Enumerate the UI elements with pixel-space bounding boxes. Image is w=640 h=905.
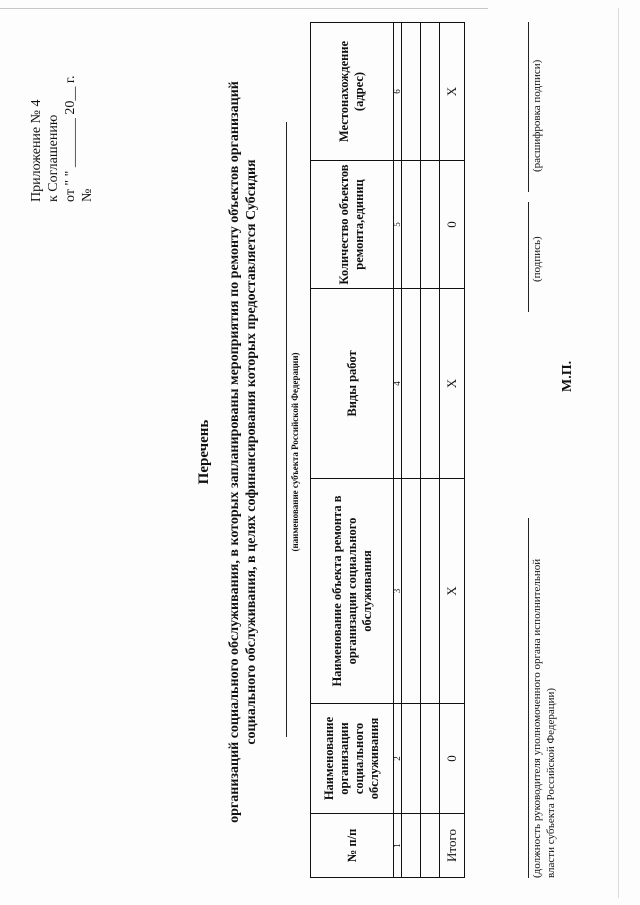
header-object: Наименование объекта ремонта в организации социального обслуживания [311,479,394,704]
subject-caption: (наименование субъекта Российской Федерации) [290,352,300,552]
table-cell [402,814,421,878]
appendix-block [28,2,96,202]
position-caption-line-2: власти субъекта Российской Федерации) [545,687,557,878]
appendix-no: № [80,188,95,202]
table-cell [421,814,440,878]
signature-caption: (подпись) [531,236,543,282]
column-number: 2 [394,704,402,814]
document-content [20,12,620,892]
document-title: Перечень [196,419,212,485]
table-cell [402,704,421,814]
position-underline [528,518,529,878]
decoding-underline [528,22,529,192]
header-address: Местонахождение (адрес) [311,23,394,161]
column-number-row [394,23,402,878]
table-cell [421,23,440,161]
total-address: Х [440,23,465,161]
appendix-agreement: к Соглашению [46,114,61,202]
column-number: 3 [394,479,402,704]
total-objects: Х [440,479,465,704]
table-row [421,23,440,878]
total-row [440,23,465,878]
header-organization: Наименование организации социального обслуживания [311,704,394,814]
column-number: 6 [394,23,402,161]
column-number: 1 [394,814,402,878]
signature-underline [528,202,529,312]
table-cell [421,289,440,479]
table-row [402,23,421,878]
subject-underline [286,122,287,737]
header-work-types: Виды работ [311,289,394,479]
decoding-caption: (расшифровка подписи) [531,59,543,172]
table-cell [421,479,440,704]
subtitle-line-1: организаций социального обслуживания, в которых запланированы мероприятия по ремонту объектов организаций [227,81,242,823]
table-cell [402,289,421,479]
table-cell [402,23,421,161]
stamp-placeholder: М.П. [560,360,575,392]
table-cell [402,479,421,704]
appendix-date: от " " _______ 20__ г. [63,75,78,202]
position-caption-line-1: (должность руководителя уполномоченного органа исполнительной [531,558,543,878]
document-subtitle [226,12,260,892]
total-object-count: 0 [440,161,465,289]
table-header-row [311,23,394,878]
appendix-number: Приложение № 4 [29,99,44,202]
objects-table [310,22,465,878]
position-caption [530,478,558,878]
column-number: 4 [394,289,402,479]
table-cell [402,161,421,289]
subtitle-line-2: социального обслуживания, в целях софинансирования которых предоставляется Субсидия [244,159,259,745]
header-number: № п/п [311,814,394,878]
total-organizations: 0 [440,704,465,814]
table-cell [421,704,440,814]
total-label: Итого [440,814,465,878]
column-number: 5 [394,161,402,289]
table-cell [421,161,440,289]
total-work-types: Х [440,289,465,479]
header-object-count: Количество объектов ремонта,единиц [311,161,394,289]
